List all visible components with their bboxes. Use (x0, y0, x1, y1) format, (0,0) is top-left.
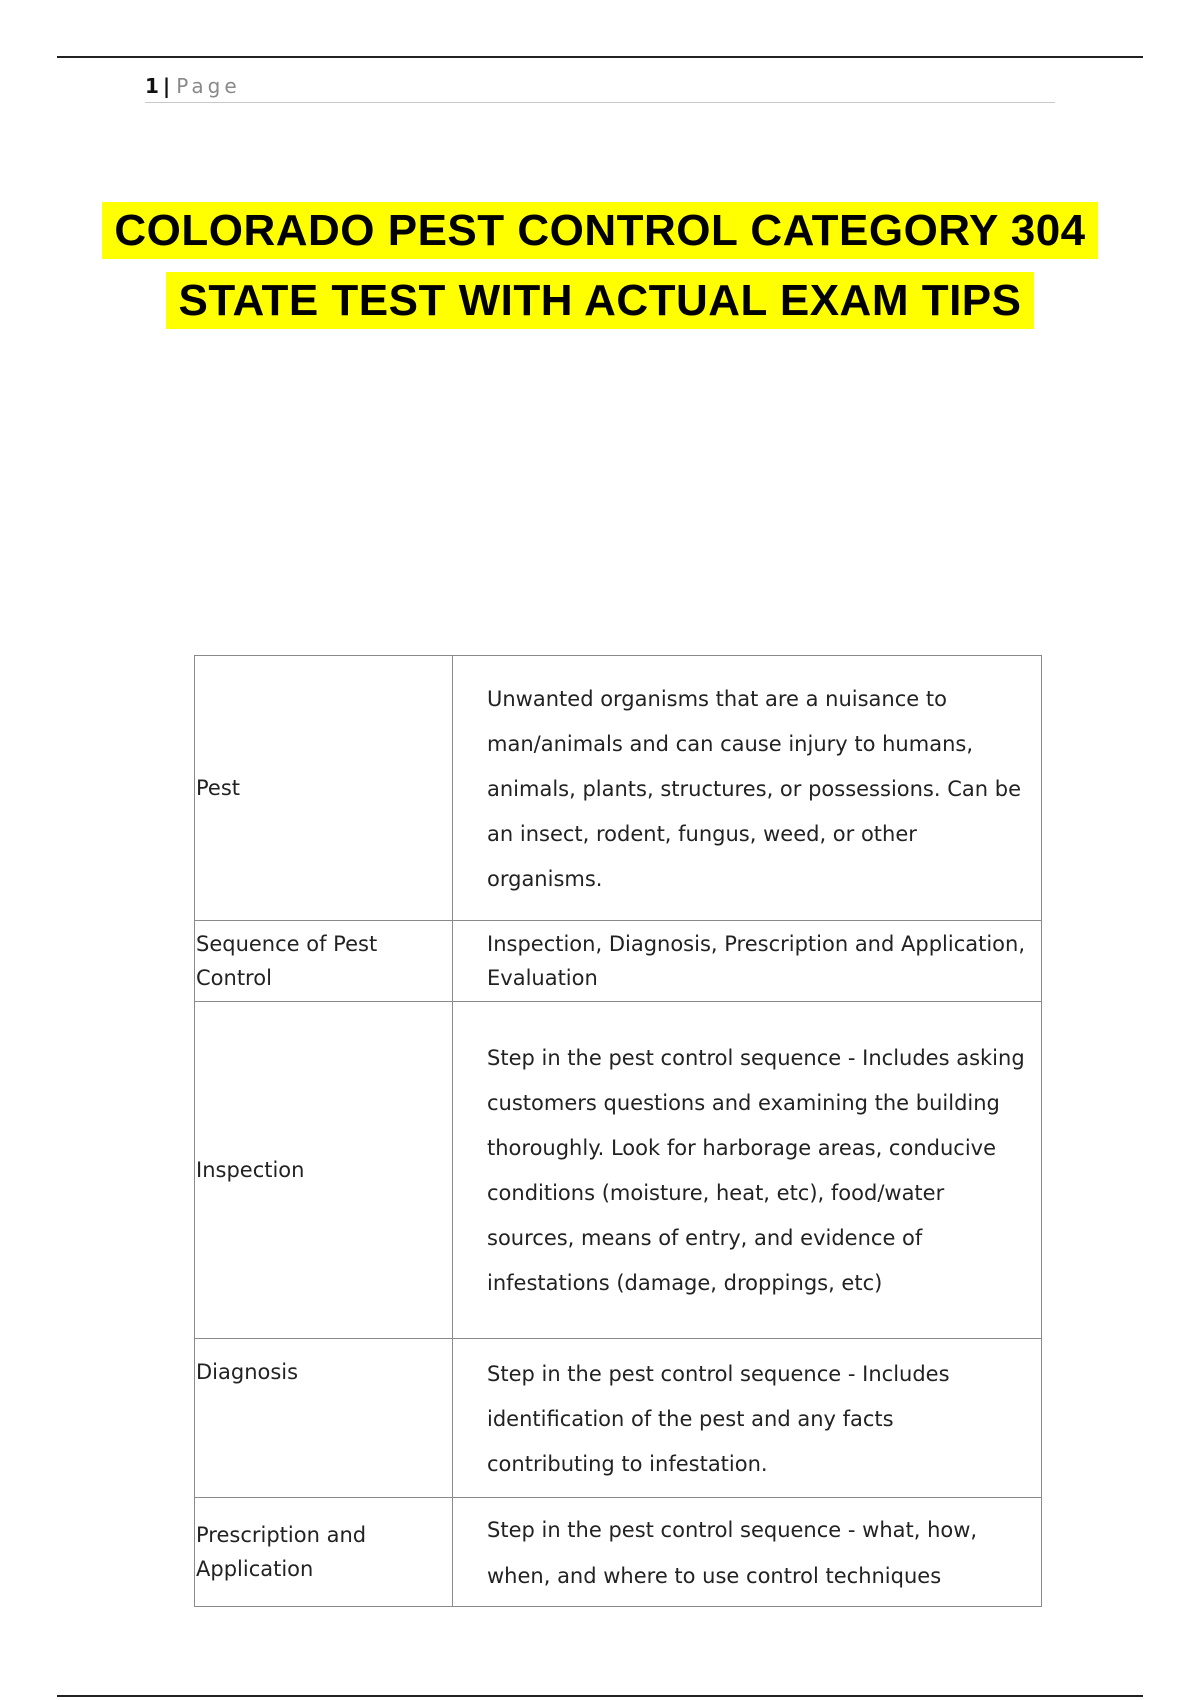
term-cell: Diagnosis (195, 1339, 453, 1498)
top-rule (57, 56, 1143, 58)
table-row (195, 1002, 1042, 1339)
definition-cell: Step in the pest control sequence - Includes asking customers questions and examining the building thoroughly. Look for harborage areas, conducive conditions (moisture, heat, etc), food/water sources, means of entry, and evidence of infestations (damage, droppings, etc) (453, 1002, 1042, 1339)
definition-cell: Inspection, Diagnosis, Prescription and Application, Evaluation (453, 921, 1042, 1002)
page-separator: | (162, 74, 171, 98)
table-row (195, 1498, 1042, 1607)
term-cell: Pest (195, 656, 453, 921)
term-cell: Inspection (195, 1002, 453, 1339)
term-cell: Sequence of Pest Control (195, 921, 453, 1002)
definition-cell: Unwanted organisms that are a nuisance to man/animals and can cause injury to humans, animals, plants, structures, or possessions. Can be an insect, rodent, fungus, weed, or other organisms. (453, 656, 1042, 921)
bottom-rule (57, 1695, 1143, 1697)
title-text: COLORADO PEST CONTROL CATEGORY 304 STATE TEST WITH ACTUAL EXAM TIPS (102, 202, 1097, 329)
table-row (195, 656, 1042, 921)
table-row (195, 1339, 1042, 1498)
definition-cell: Step in the pest control sequence - Includes identification of the pest and any facts contributing to infestation. (453, 1339, 1042, 1498)
definition-cell: Step in the pest control sequence - what, how, when, and where to use control techniques (453, 1498, 1042, 1607)
page-number: 1 (145, 74, 159, 98)
page-label: Page (176, 74, 241, 98)
document-title (100, 196, 1100, 336)
page-header (145, 74, 1055, 103)
term-cell: Prescription and Application (195, 1498, 453, 1607)
table-row (195, 921, 1042, 1002)
definitions-table (194, 655, 1042, 1607)
